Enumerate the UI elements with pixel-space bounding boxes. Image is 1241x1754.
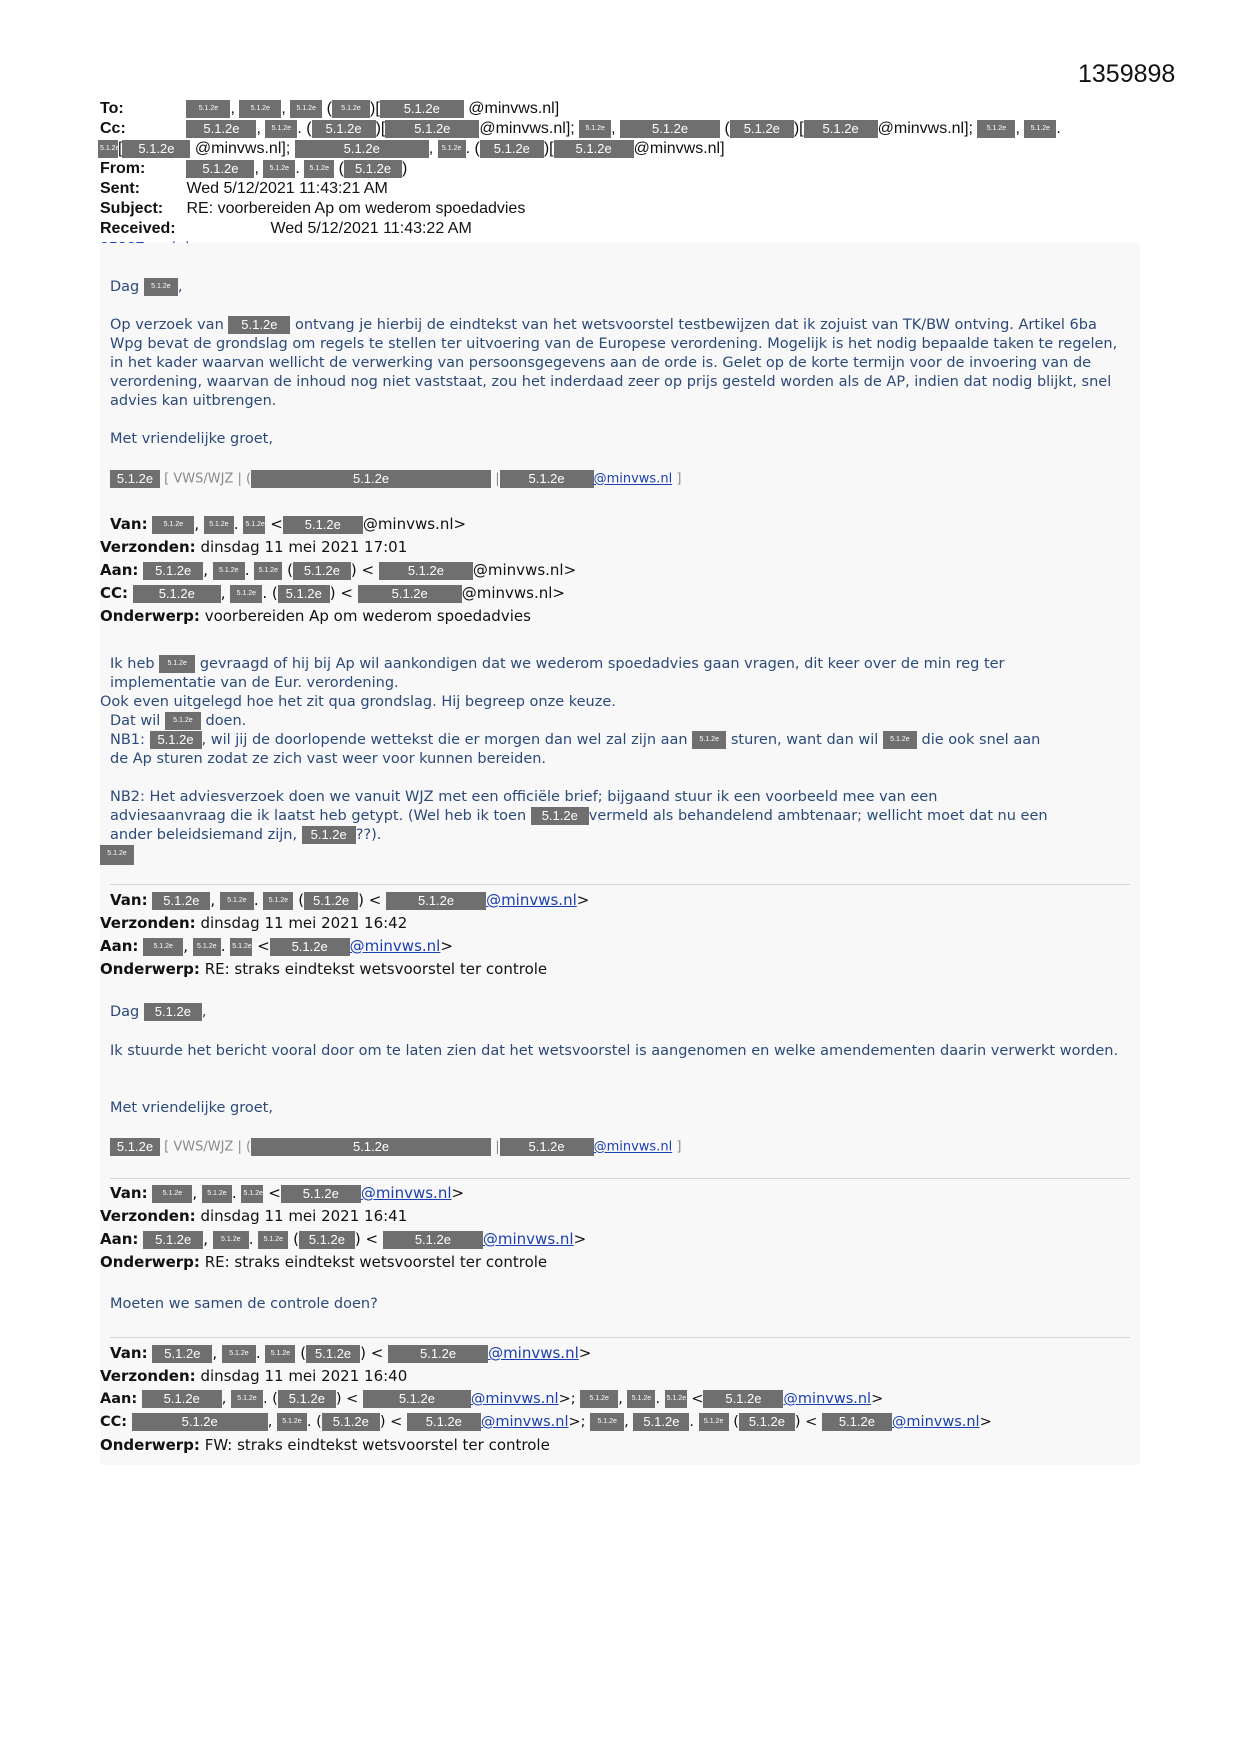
- onderwerp-label: Onderwerp:: [100, 1253, 200, 1271]
- onderwerp-value: RE: straks eindtekst wetsvoorstel ter controle: [204, 1253, 548, 1271]
- verzonden-value: dinsdag 11 mei 2021 17:01: [200, 538, 408, 556]
- to-row: To: 5.1.2e , 5.1.2e , 5.1.2e ( 5.1.2e )[ 5.1.2e @minvws.nl]: [100, 100, 560, 117]
- redaction: 5.1.2e: [383, 1231, 483, 1249]
- redaction: 5.1.2e: [270, 938, 350, 956]
- cc-email-domain: @minvws.nl]: [633, 140, 725, 157]
- email-domain: @minvws.nl>: [362, 515, 467, 533]
- onderwerp-value: FW: straks eindtekst wetsvoorstel ter controle: [204, 1436, 550, 1454]
- redaction: 5.1.2e: [293, 562, 351, 580]
- closing: Met vriendelijke groet,: [110, 431, 273, 447]
- redaction: 5.1.2e: [312, 120, 376, 138]
- message-body: Ik stuurde het bericht vooral door om te laten zien dat het wetsvoorstel is aangenomen en welke amendementen daarin verwerkt worden.: [110, 1043, 1119, 1059]
- onderwerp-row: [100, 958, 1130, 981]
- cc-label: CC:: [100, 1414, 128, 1430]
- line-text: Dat wil: [110, 713, 161, 729]
- redaction: 5.1.2e: [144, 278, 178, 296]
- line-text: , wil jij de doorlopende wettekst die er morgen dan wel zal zijn aan: [201, 732, 688, 748]
- message-line: [110, 655, 1130, 674]
- redaction: 5.1.2e: [265, 120, 297, 138]
- message-line: implementatie van de Eur. verordening.: [110, 675, 399, 691]
- redaction: 5.1.2e: [302, 826, 356, 844]
- sent-label: Sent:: [100, 180, 140, 197]
- received-value: Wed 5/12/2021 11:43:22 AM: [270, 220, 472, 237]
- redaction: 5.1.2e: [739, 1413, 795, 1431]
- redaction: 5.1.2e: [213, 562, 245, 580]
- line-text: ??).: [355, 827, 382, 843]
- redaction: 5.1.2e: [251, 1138, 491, 1156]
- redaction: 5.1.2e: [438, 140, 466, 158]
- sig-sep: |: [495, 471, 500, 487]
- redaction: 5.1.2e: [385, 120, 479, 138]
- redaction: 5.1.2e: [165, 712, 201, 730]
- email-link[interactable]: @minvws.nl: [891, 1414, 980, 1430]
- verzonden-row: [100, 1365, 1130, 1388]
- document-number: 1359898: [1078, 60, 1176, 88]
- subject-row: [100, 199, 1140, 219]
- redaction: 5.1.2e: [299, 1231, 355, 1249]
- onderwerp-label: Onderwerp:: [100, 960, 200, 978]
- sig-email-link[interactable]: @minvws.nl: [593, 471, 673, 487]
- verzonden-value: dinsdag 11 mei 2021 16:41: [200, 1207, 408, 1225]
- redaction: 5.1.2e: [186, 120, 256, 138]
- redaction: 5.1.2e: [230, 938, 252, 956]
- onderwerp-row: [100, 605, 1130, 628]
- redaction: 5.1.2e: [500, 1138, 594, 1156]
- cc-email-domain: @minvws.nl];: [877, 120, 973, 137]
- redaction: 5.1.2e: [202, 1185, 232, 1203]
- redaction: 5.1.2e: [386, 892, 486, 910]
- redaction: 5.1.2e: [633, 1413, 689, 1431]
- van-label: Van:: [110, 891, 148, 909]
- line-text: adviesaanvraag die ik laatst heb getypt. (Wel heb ik toen: [110, 808, 527, 824]
- line-text: vermeld als behandelend ambtenaar; wellicht moet dat nu een: [588, 808, 1048, 824]
- onderwerp-label: Onderwerp:: [100, 1436, 200, 1454]
- redaction: 5.1.2e: [306, 1345, 360, 1363]
- redaction: 5.1.2e: [239, 100, 281, 118]
- paragraph-text: Op verzoek van: [110, 317, 224, 333]
- cc-row: CC: 5.1.2e , 5.1.2e . ( 5.1.2e ) < 5.1.2e @minvws.nl>; 5.1.2e , 5.1.2e . 5.1.2e ( 5.1.2e ) < 5.1.2e @minvws.nl>: [100, 1414, 992, 1430]
- forward-header: [100, 513, 1130, 628]
- sent-value: Wed 5/12/2021 11:43:21 AM: [186, 180, 388, 197]
- redaction: 5.1.2e: [241, 1185, 263, 1203]
- message-line: [110, 826, 1130, 845]
- line-text: NB1:: [110, 732, 145, 748]
- redaction: 5.1.2e: [304, 892, 358, 910]
- van-row: Van: 5.1.2e , 5.1.2e . 5.1.2e < 5.1.2e @minvws.nl>: [110, 515, 467, 533]
- redaction: 5.1.2e: [220, 892, 254, 910]
- email-link[interactable]: @minvws.nl: [349, 937, 441, 955]
- redaction: 5.1.2e: [500, 470, 594, 488]
- redaction: 5.1.2e: [322, 1413, 380, 1431]
- redaction: 5.1.2e: [100, 845, 134, 865]
- signature: [110, 470, 681, 488]
- closing: Met vriendelijke groet,: [110, 1100, 273, 1116]
- greeting-text: Dag: [110, 279, 140, 295]
- line-text: gevraagd of hij bij Ap wil aankondigen dat we wederom spoedadvies gaan vragen, dit keer over de min reg ter: [199, 656, 1005, 672]
- redaction: 5.1.2e: [804, 120, 878, 138]
- van-row: Van: 5.1.2e , 5.1.2e . 5.1.2e ( 5.1.2e ) < 5.1.2e @minvws.nl>: [110, 1344, 592, 1362]
- redaction: 5.1.2e: [142, 1390, 222, 1408]
- email-link[interactable]: @minvws.nl: [480, 1414, 569, 1430]
- redaction: 5.1.2e: [98, 140, 118, 158]
- message-body: Moeten we samen de controle doen?: [110, 1296, 378, 1312]
- forward-header: [100, 1342, 1130, 1457]
- email-link[interactable]: @minvws.nl: [360, 1184, 452, 1202]
- onderwerp-row: [100, 1251, 1130, 1274]
- aan-row: Aan: 5.1.2e , 5.1.2e . 5.1.2e < 5.1.2e @minvws.nl>: [100, 937, 453, 955]
- redaction: 5.1.2e: [152, 892, 210, 910]
- subject-label: Subject:: [100, 200, 164, 217]
- cc-row: Cc: 5.1.2e , 5.1.2e . ( 5.1.2e )[ 5.1.2e @minvws.nl]; 5.1.2e , 5.1.2e ( 5.1.2e )[ 5.1.2e @minvws.nl]; 5.1.2e , 5.1.2e .: [100, 120, 1061, 137]
- separator: [110, 1178, 1130, 1179]
- line-text: Ik heb: [110, 656, 155, 672]
- van-row: Van: 5.1.2e , 5.1.2e . 5.1.2e < 5.1.2e @minvws.nl>: [110, 1184, 465, 1202]
- redaction: 5.1.2e: [304, 160, 334, 178]
- cc-row: CC: 5.1.2e , 5.1.2e . ( 5.1.2e ) < 5.1.2e @minvws.nl>: [100, 584, 565, 602]
- received-label: Received:: [100, 220, 176, 237]
- message-line: [100, 845, 1130, 865]
- redaction: 5.1.2e: [228, 316, 290, 334]
- aan-row: Aan: 5.1.2e , 5.1.2e . ( 5.1.2e ) < 5.1.2e @minvws.nl>; 5.1.2e , 5.1.2e . 5.1.2e < 5.1.2e @minvws.nl>: [100, 1391, 884, 1407]
- greeting-text: Dag: [110, 1004, 140, 1020]
- redaction: 5.1.2e: [531, 807, 589, 825]
- redaction: 5.1.2e: [283, 516, 363, 534]
- verzonden-label: Verzonden:: [100, 1367, 196, 1385]
- redaction: 5.1.2e: [213, 1231, 249, 1249]
- redaction: 5.1.2e: [278, 585, 330, 603]
- subject-value: RE: voorbereiden Ap om wederom spoedadvies: [186, 200, 526, 217]
- email-link[interactable]: @minvws.nl: [482, 1230, 574, 1248]
- message-line: NB2: Het adviesverzoek doen we vanuit WJZ met een officiële brief; bijgaand stuur ik een voorbeeld mee van een: [110, 789, 938, 805]
- redaction: 5.1.2e: [692, 731, 726, 749]
- redaction: 5.1.2e: [703, 1390, 783, 1408]
- redaction: 5.1.2e: [110, 470, 160, 488]
- message-greeting: Dag 5.1.2e ,: [110, 1004, 207, 1020]
- line-text: ander beleidsiemand zijn,: [110, 827, 298, 843]
- sig-sep: |: [495, 1139, 500, 1155]
- redaction: 5.1.2e: [332, 100, 370, 118]
- redaction: 5.1.2e: [150, 731, 202, 749]
- redaction: 5.1.2e: [186, 100, 230, 118]
- onderwerp-label: Onderwerp:: [100, 607, 200, 625]
- message-line: [110, 712, 1130, 731]
- redaction: 5.1.2e: [295, 140, 429, 158]
- cc-row-continued: 5.1.2e[ 5.1.2e @minvws.nl]; 5.1.2e , 5.1.2e . ( 5.1.2e )[ 5.1.2e @minvws.nl]: [100, 140, 725, 157]
- redaction: 5.1.2e: [380, 100, 464, 118]
- cc-email-domain: @minvws.nl];: [479, 120, 575, 137]
- redaction: 5.1.2e: [254, 562, 282, 580]
- line-text: die ook snel aan: [921, 732, 1041, 748]
- redaction: 5.1.2e: [344, 160, 402, 178]
- redaction: 5.1.2e: [263, 160, 295, 178]
- redaction: 5.1.2e: [243, 516, 265, 534]
- message-body: [110, 316, 1130, 411]
- from-label: From:: [100, 160, 146, 177]
- cc-label: Cc:: [100, 120, 126, 137]
- redaction: 5.1.2e: [231, 1390, 263, 1408]
- redaction: 5.1.2e: [122, 140, 190, 158]
- to-label: To:: [100, 100, 124, 117]
- redaction: 5.1.2e: [883, 731, 917, 749]
- message-line: Ook even uitgelegd hoe het zit qua grondslag. Hij begreep onze keuze.: [100, 694, 616, 710]
- message-body: [100, 655, 1130, 865]
- email-domain: @minvws.nl>: [461, 584, 565, 602]
- signature: [110, 1138, 681, 1156]
- redaction: 5.1.2e: [258, 1231, 288, 1249]
- sent-row: [100, 179, 1140, 199]
- to-email-domain: @minvws.nl]: [468, 100, 560, 117]
- cc-email-domain: @minvws.nl];: [194, 140, 291, 157]
- separator: [110, 1337, 1130, 1338]
- sig-email-link[interactable]: @minvws.nl: [593, 1139, 673, 1155]
- line-text: sturen, want dan wil: [730, 732, 879, 748]
- redaction: 5.1.2e: [590, 1413, 624, 1431]
- redaction: 5.1.2e: [407, 1413, 481, 1431]
- verzonden-row: [100, 536, 1130, 559]
- redaction: 5.1.2e: [265, 1345, 295, 1363]
- redaction: 5.1.2e: [132, 1413, 268, 1431]
- redaction: 5.1.2e: [665, 1390, 687, 1408]
- sig-dept: [ VWS/WJZ | (: [164, 471, 252, 487]
- van-label: Van:: [110, 1344, 148, 1362]
- redaction: 5.1.2e: [580, 1390, 618, 1408]
- redaction: 5.1.2e: [251, 470, 491, 488]
- verzonden-value: dinsdag 11 mei 2021 16:40: [200, 1367, 408, 1385]
- van-label: Van:: [110, 515, 148, 533]
- redaction: 5.1.2e: [186, 160, 254, 178]
- redaction: 5.1.2e: [281, 1185, 361, 1203]
- redaction: 5.1.2e: [579, 120, 611, 138]
- aan-row: Aan: 5.1.2e , 5.1.2e . 5.1.2e ( 5.1.2e ) < 5.1.2e @minvws.nl>: [100, 561, 577, 579]
- aan-label: Aan:: [100, 1230, 139, 1248]
- redaction: 5.1.2e: [480, 140, 544, 158]
- email-link[interactable]: @minvws.nl: [470, 1391, 559, 1407]
- redaction: 5.1.2e: [193, 938, 221, 956]
- redaction: 5.1.2e: [620, 120, 720, 138]
- onderwerp-value: RE: straks eindtekst wetsvoorstel ter controle: [204, 960, 548, 978]
- van-label: Van:: [110, 1184, 148, 1202]
- from-row: From: 5.1.2e , 5.1.2e . 5.1.2e ( 5.1.2e ): [100, 160, 408, 177]
- redaction: 5.1.2e: [133, 585, 221, 603]
- message-paragraph: [110, 316, 1130, 411]
- redaction: 5.1.2e: [152, 1345, 212, 1363]
- redaction: 5.1.2e: [388, 1345, 488, 1363]
- redaction: 5.1.2e: [363, 1390, 471, 1408]
- redaction: 5.1.2e: [277, 1413, 307, 1431]
- verzonden-label: Verzonden:: [100, 914, 196, 932]
- van-row: Van: 5.1.2e , 5.1.2e . 5.1.2e ( 5.1.2e ) < 5.1.2e @minvws.nl>: [110, 891, 590, 909]
- redaction: 5.1.2e: [263, 892, 293, 910]
- email-link[interactable]: @minvws.nl: [783, 1391, 872, 1407]
- redaction: 5.1.2e: [358, 585, 462, 603]
- message-line: de Ap sturen zodat ze zich vast weer voor kunnen bereiden.: [110, 751, 547, 767]
- redaction: 5.1.2e: [110, 1138, 160, 1156]
- redaction: 5.1.2e: [290, 100, 322, 118]
- cc-label: CC:: [100, 584, 129, 602]
- verzonden-value: dinsdag 11 mei 2021 16:42: [200, 914, 408, 932]
- aan-row: Aan: 5.1.2e , 5.1.2e . 5.1.2e ( 5.1.2e ) < 5.1.2e @minvws.nl>: [100, 1230, 587, 1248]
- redaction: 5.1.2e: [144, 1003, 202, 1021]
- email-header: [100, 99, 1140, 259]
- redaction: 5.1.2e: [143, 1231, 203, 1249]
- message-line: [110, 807, 1130, 826]
- redaction: 5.1.2e: [152, 516, 194, 534]
- paragraph-text: ontvang je hierbij de eindtekst van het wetsvoorstel testbewijzen dat ik zojuist van TK/BW ontving. Artikel 6ba Wpg bevat de grondslag om regels te stellen ter uitvoering van de Europese verordening. Mogelijk is het nodig bepaalde taken te regelen, in het kader waarvan wellicht de verwerking van persoonsgegevens aan de orde is. Gelet op de korte termijn voor de invoering van de verordening, waarvan de inhoud nog niet vaststaat, zou het inderdaad zeer op prijs gesteld worden als de AP, indien dat nodig blijkt, snel advies kan uitbrengen.: [110, 317, 1118, 409]
- aan-label: Aan:: [100, 937, 139, 955]
- received-row: [100, 219, 1140, 239]
- redaction: 5.1.2e: [554, 140, 634, 158]
- redaction: 5.1.2e: [152, 1185, 192, 1203]
- verzonden-label: Verzonden:: [100, 538, 196, 556]
- redaction: 5.1.2e: [278, 1390, 336, 1408]
- redaction: 5.1.2e: [730, 120, 794, 138]
- line-text: doen.: [205, 713, 247, 729]
- message-line: [110, 731, 1130, 750]
- redaction: 5.1.2e: [222, 1345, 256, 1363]
- sig-end: ]: [676, 1139, 682, 1155]
- email-link[interactable]: @minvws.nl: [488, 1344, 579, 1362]
- aan-label: Aan:: [100, 1391, 138, 1407]
- email-domain: @minvws.nl>: [472, 561, 577, 579]
- redaction: 5.1.2e: [159, 655, 195, 673]
- redaction: 5.1.2e: [143, 938, 183, 956]
- sig-dept: [ VWS/WJZ | (: [164, 1139, 252, 1155]
- redaction: 5.1.2e: [230, 585, 262, 603]
- separator: [110, 884, 1130, 885]
- onderwerp-row: [100, 1434, 1130, 1457]
- forward-header: [100, 1182, 1130, 1274]
- verzonden-row: [100, 912, 1130, 935]
- redaction: 5.1.2e: [977, 120, 1015, 138]
- aan-label: Aan:: [100, 561, 139, 579]
- redaction: 5.1.2e: [1024, 120, 1056, 138]
- onderwerp-value: voorbereiden Ap om wederom spoedadvies: [204, 607, 531, 625]
- verzonden-label: Verzonden:: [100, 1207, 196, 1225]
- verzonden-row: [100, 1205, 1130, 1228]
- redaction: 5.1.2e: [379, 562, 473, 580]
- redaction: 5.1.2e: [699, 1413, 729, 1431]
- message-greeting: Dag 5.1.2e ,: [110, 279, 183, 295]
- sig-end: ]: [676, 471, 682, 487]
- redaction: 5.1.2e: [143, 562, 203, 580]
- redaction: 5.1.2e: [627, 1390, 655, 1408]
- forward-header: [100, 889, 1130, 981]
- email-link[interactable]: @minvws.nl: [486, 891, 577, 909]
- redaction: 5.1.2e: [204, 516, 234, 534]
- redaction: 5.1.2e: [822, 1413, 892, 1431]
